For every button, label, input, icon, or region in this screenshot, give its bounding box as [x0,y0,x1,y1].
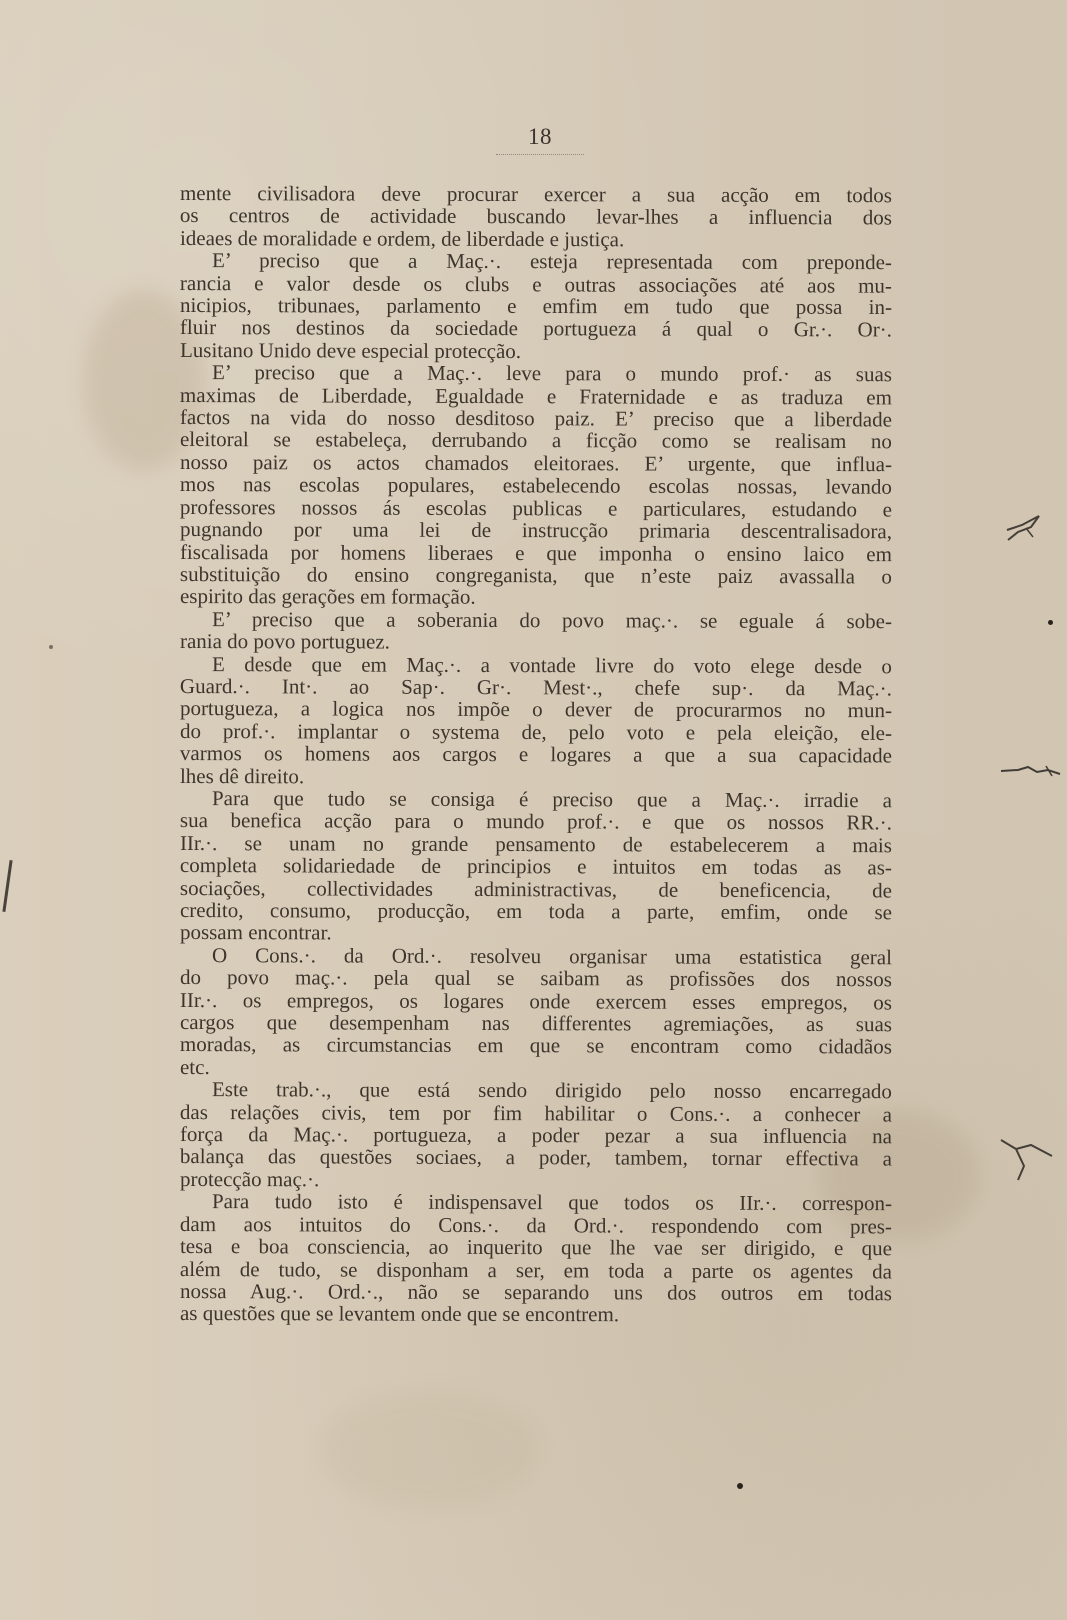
text-line: IIr.·. os empregos, os logares onde exercem esses empregos, os [179,987,892,1015]
paper-stain [320,1390,540,1510]
text-line: tesa e boa consciencia, ao inquerito que lhe vae ser dirigido, e que [179,1234,892,1261]
text-line: espirito das gerações em formação. [179,584,476,610]
text-line: maximas de Liberdade, Egualdade e Fraternidade e as traduza em [179,382,892,410]
ink-dot [49,645,53,649]
text-line: além de tudo, se disponham a ser, em toda a parte os agentes da [179,1256,892,1283]
page-number-area [490,125,590,155]
text-line: os centros de actividade buscando levar-lhes a influencia dos [179,203,892,230]
text-line: portugueza, a logica nos impõe o dever de procurarmos no mun- [179,696,892,723]
text-line: substituição do ensino congreganista, que n’este paiz avassalla o [179,561,892,589]
text-line: IIr.·. se unam no grande pensamento de estabelecerem a mais [179,830,892,858]
text-line: dam aos intuitos do Cons.·. da Ord.·. respondendo com pres- [179,1211,892,1239]
text-line: professores nossos ás escolas publicas e particulares, estudando e [179,494,892,522]
text-line: rania do povo portuguez. [179,629,390,654]
ink-dot [1048,620,1053,625]
text-line: mos nas escolas populares, estabelecendo escolas nossas, levando [179,472,892,500]
text-line: rancia e valor desde os clubs e outras associações até aos mu- [179,270,892,298]
text-line: nosso paiz os actos chamados eleitoraes. E’ urgente, que influa- [179,449,892,477]
text-line: Para que tudo se consiga é preciso que a Maç.·. irradie a [211,786,892,813]
ink-dot [737,1483,743,1489]
text-line: varmos os homens aos cargos e logares a que a sua capacidade [179,741,892,768]
text-line: eleitoral se estabeleça, derrubando a ficção como se realisam no [179,427,892,454]
text-line: mente civilisadora deve procurar exercer a sua acção em todos [179,181,892,208]
text-line: completa solidariedade de principios e intuitos em todas as as- [179,853,892,880]
page-number-rule [496,154,584,155]
text-line: força da Maç.·. portugueza, a poder pezar a sua influencia na [179,1122,892,1149]
text-line: possam encontrar. [179,920,332,945]
body-text [180,182,892,1325]
text-line: moradas, as circumstancias em que se encontram como cidadãos [179,1032,892,1059]
page-number: 18 [528,124,552,149]
right-margin-mark [1006,515,1040,543]
text-line: Para tudo isto é indispensavel que todos os IIr.·. correspon- [211,1189,892,1216]
text-line: ideaes de moralidade e ordem, de liberdade e justiça. [179,225,625,252]
text-line: lhes dê direito. [179,763,305,788]
text-line: factos na vida do nosso desditoso paiz. E’ preciso que a liberdade [179,405,892,432]
right-margin-mark [1000,762,1062,780]
text-line: E’ preciso que a soberania do povo maç.·. se eguale á sobe- [211,606,892,633]
text-line: fluir nos destinos da sociedade portugueza á qual o Gr.·. Or·. [179,315,892,342]
text-line: nicipios, tribunaes, parlamento e emfim em tudo que possa in- [179,293,892,320]
text-line: O Cons.·. da Ord.·. resolveu organisar uma estatistica geral [211,942,892,970]
text-line: pugnando por uma lei de instrucção primaria descentralisadora, [179,517,892,544]
text-line: E’ preciso que a Maç.·. leve para o mundo prof.· as suas [211,360,892,387]
text-line: as questões que se levantem onde que se encontrem. [179,1301,620,1327]
text-line: etc. [179,1054,210,1079]
text-line: credito, consumo, producção, em toda a parte, emfim, onde se [179,898,892,925]
text-line: Guard.·. Int·. ao Sap·. Gr·. Mest·., chefe sup·. da Maç.·. [179,673,892,701]
text-line: Lusitano Unido deve especial protecção. [179,337,522,363]
text-line: E desde que em Maç.·. a vontade livre do voto elege desde o [211,651,892,678]
text-line: sua benefica acção para o mundo prof.·. e que os nossos RR.·. [179,808,892,835]
text-line: do prof.·. implantar o systema de, pelo voto e pela eleição, ele- [179,718,892,745]
text-line: nossa Aug.·. Ord.·., não se separando uns dos outros em todas [179,1278,892,1306]
text-line: fiscalisada por homens liberaes e que imponha o ensino laico em [179,539,892,566]
text-line: balança das questões sociaes, a poder, tambem, tornar effectiva a [179,1144,892,1171]
text-line: cargos que desempenham nas differentes agremiações, as suas [179,1010,892,1037]
text-line: protecção maç.·. [179,1166,320,1192]
text-line: das relações civis, tem por fim habilitar o Cons.·. a conhecer a [179,1099,892,1127]
text-line: Este trab.·., que está sendo dirigido pelo nosso encarregado [211,1077,892,1104]
right-margin-mark [1000,1138,1054,1182]
text-line: sociações, collectividades administractivas, de beneficencia, de [179,875,892,903]
text-line: do povo maç.·. pela qual se saibam as profissões dos nossos [179,965,892,992]
text-line: E’ preciso que a Maç.·. esteja representada com preponde- [211,248,892,275]
margin-mark [2,860,12,912]
